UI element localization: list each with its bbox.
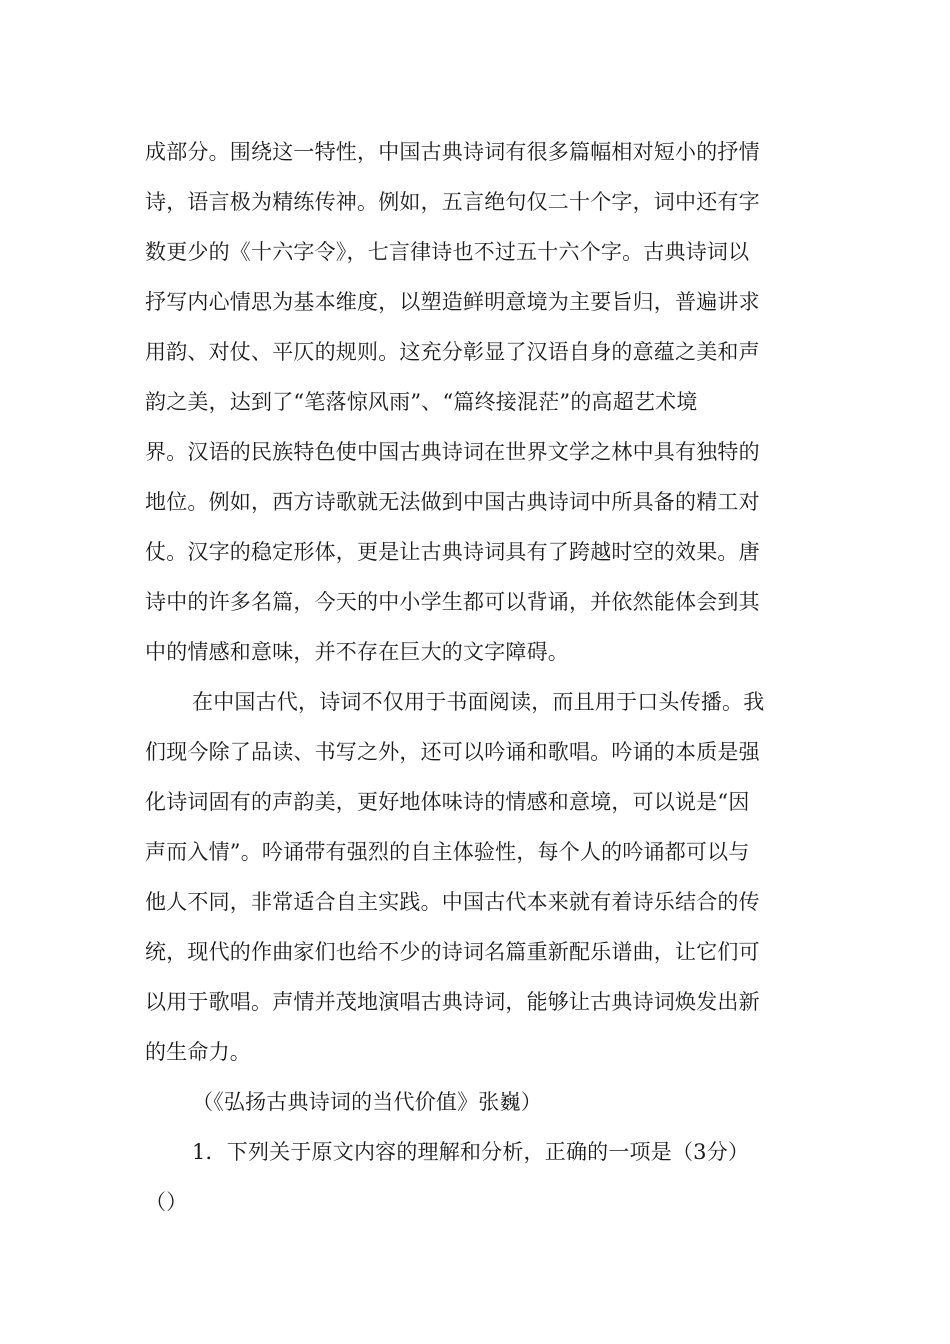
text-line: 中的情感和意味，并不存在巨大的文字障碍。 [145,640,569,664]
text-line: 用韵、对仗、平仄的规则。这充分彰显了汉语自身的意蕴之美和声 [145,340,760,364]
text-line: 数更少的《十六字令》，七言律诗也不过五十六个字。古典诗词以 [145,240,750,264]
text-line: 以用于歌唱。声情并茂地演唱古典诗词，能够让古典诗词焕发出新 [145,990,760,1014]
text-line: 抒写内心情思为基本维度，以塑造鲜明意境为主要旨归，普遍讲求 [145,290,760,314]
question-1-text: 1．下列关于原文内容的理解和分析，正确的一项是（3分） [192,1140,750,1164]
text-line: 的生命力。 [145,1040,251,1064]
text-line: 界。汉语的民族特色使中国古典诗词在世界文学之林中具有独特的 [145,440,760,464]
text-line: 他人不同，非常适合自主实践。中国古代本来就有着诗乐结合的传 [145,890,760,914]
source-citation: （《弘扬古典诗词的当代价值》张巍） [192,1090,542,1114]
text-line: 成部分。围绕这一特性，中国古典诗词有很多篇幅相对短小的抒情 [145,140,760,164]
text-line: 声而入情”。吟诵带有强烈的自主体验性，每个人的吟诵都可以与 [145,840,750,864]
text-line: 仗。汉字的稳定形体，更是让古典诗词具有了跨越时空的效果。唐 [145,540,760,564]
text-line: 韵之美，达到了“笔落惊风雨”、“篇终接混茫”的高超艺术境 [145,390,698,414]
text-line: 化诗词固有的声韵美，更好地体味诗的情感和意境，可以说是“因 [145,790,750,814]
answer-blank[interactable]: （） [145,1190,188,1214]
text-line: 在中国古代，诗词不仅用于书面阅读，而且用于口头传播。我 [192,690,765,714]
text-line: 诗中的许多名篇，今天的中小学生都可以背诵，并依然能体会到其 [145,590,760,614]
text-line: 统，现代的作曲家们也给不少的诗词名篇重新配乐谱曲，让它们可 [145,940,760,964]
text-line: 诗，语言极为精练传神。例如，五言绝句仅二十个字，词中还有字 [145,190,760,214]
text-line: 地位。例如，西方诗歌就无法做到中国古典诗词中所具备的精工对 [145,490,760,514]
text-line: 们现今除了品读、书写之外，还可以吟诵和歌唱。吟诵的本质是强 [145,740,760,764]
